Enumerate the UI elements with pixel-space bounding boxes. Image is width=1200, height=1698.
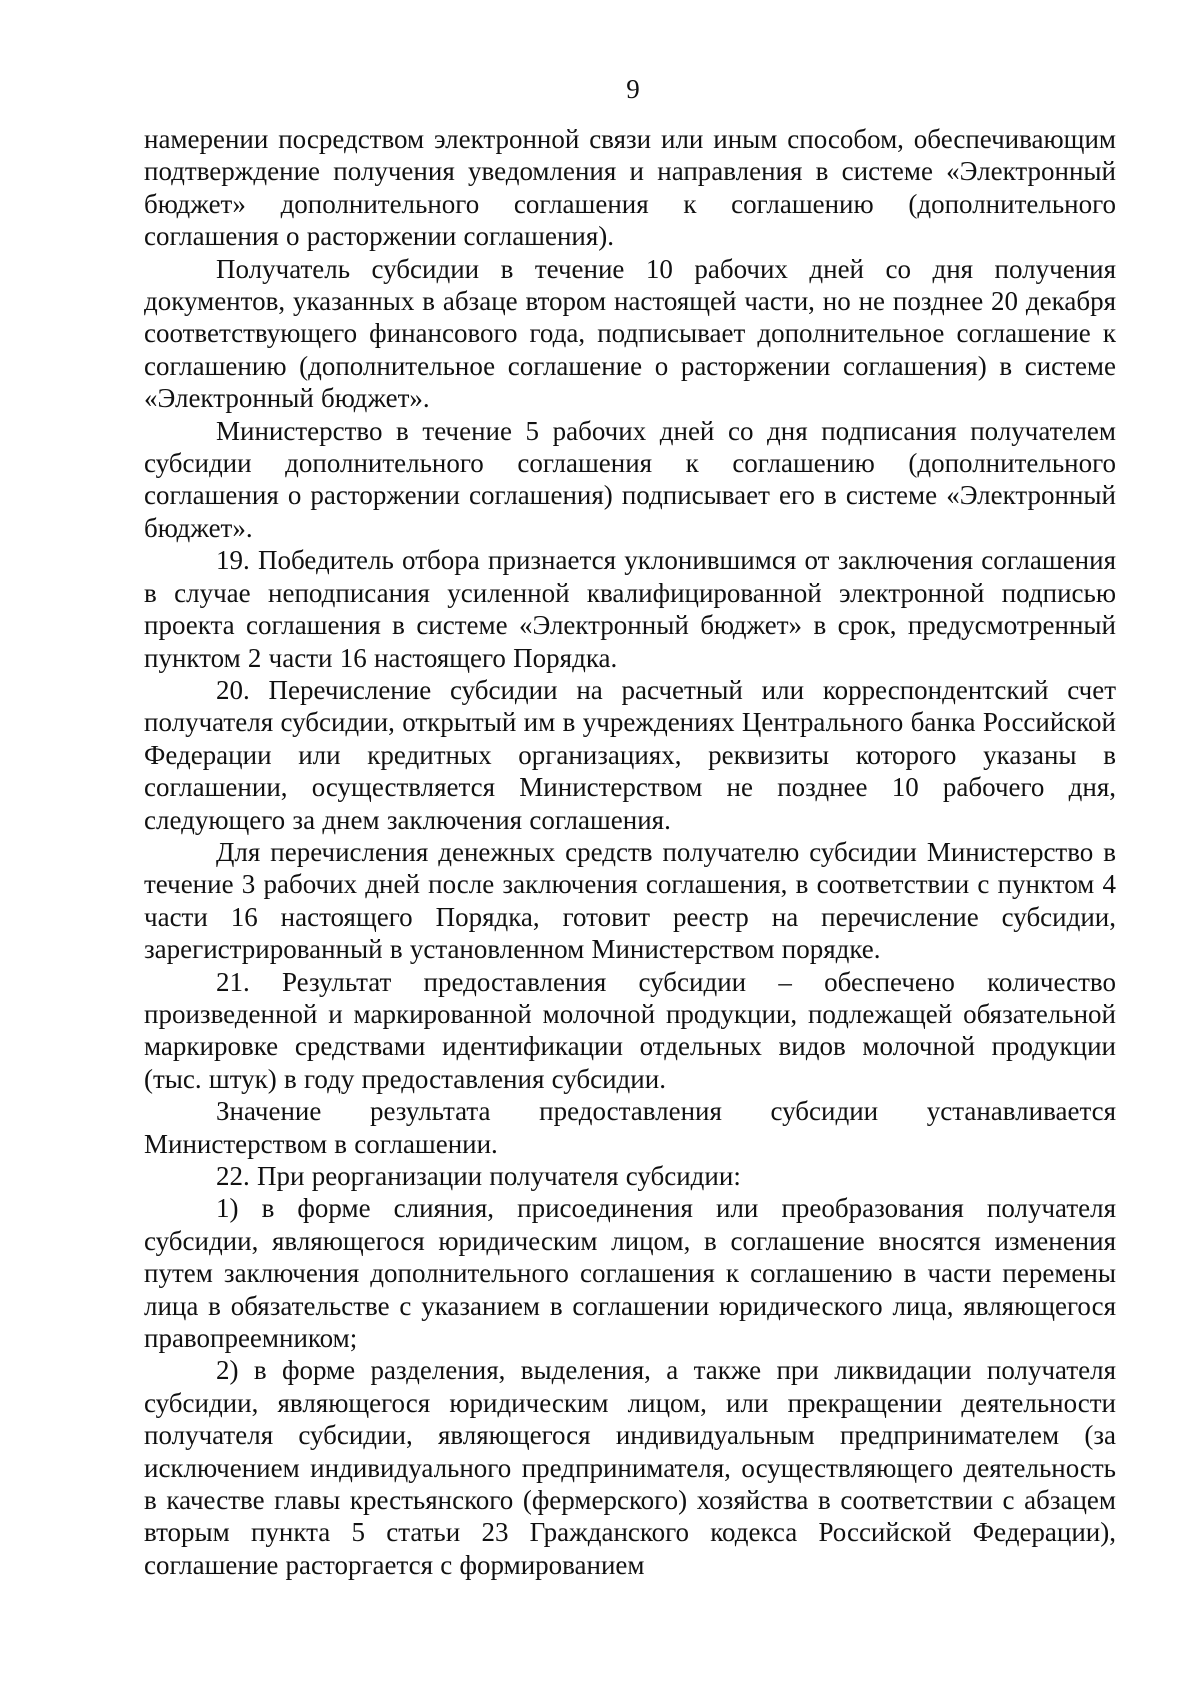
- paragraph-item-22-2: 2) в форме разделения, выделения, а также при ликвидации получателя субсидии, являющегося юридическим лицом, или прекращении деятельности получателя субсидии, являющегося индивидуальным предпринимателем (за исключением индивидуального предпринимателя, осуществляющего деятельность в качестве главы крестьянского (фермерского) хозяйства в соответствии с абзацем вторым пункта 5 статьи 23 Гражданского кодекса Российской Федерации), соглашение расторгается с формированием: [144, 1355, 1116, 1580]
- paragraph-result-value: Значение результата предоставления субсидии устанавливается Министерством в соглашении.: [144, 1096, 1116, 1159]
- paragraph-recipient-signs: Получатель субсидии в течение 10 рабочих дней со дня получения документов, указанных в абзаце втором настоящей части, но не позднее 20 декабря соответствующего финансового года, подписывает дополнительное соглашение к соглашению (дополнительное соглашение о расторжении соглашения) в системе «Электронный бюджет».: [144, 253, 1116, 414]
- paragraph-item-21: 21. Результат предоставления субсидии – обеспечено количество произведенной и маркированной молочной продукции, подлежащей обязательной маркировке средствами идентификации отдельных видов молочной продукции (тыс. штук) в году предоставления субсидии.: [144, 966, 1116, 1094]
- paragraph-continuation: намерении посредством электронной связи или иным способом, обеспечивающим подтверждение получения уведомления и направления в системе «Электронный бюджет» дополнительного соглашения к соглашению (дополнительного соглашения о расторжении соглашения).: [144, 124, 1116, 252]
- paragraph-item-22: 22. При реорганизации получателя субсидии:: [216, 1161, 741, 1191]
- paragraph-item-22-1: 1) в форме слияния, присоединения или преобразования получателя субсидии, являющегося юридическим лицом, в соглашение вносятся изменения путем заключения дополнительного соглашения к соглашению в части перемены лица в обязательстве с указанием в соглашении юридического лица, являющегося правопреемником;: [144, 1193, 1116, 1354]
- document-body: [144, 123, 1116, 1581]
- page-number: 9: [626, 74, 640, 104]
- paragraph-transfer-register: Для перечисления денежных средств получателю субсидии Министерство в течение 3 рабочих дней после заключения соглашения, в соответствии с пунктом 4 части 16 настоящего Порядка, готовит реестр на перечисление субсидии, зарегистрированный в установленном Министерством порядке.: [144, 836, 1116, 965]
- paragraph-ministry-signs: Министерство в течение 5 рабочих дней со дня подписания получателем субсидии дополнительного соглашения к соглашению (дополнительного соглашения о расторжении соглашения) подписывает его в системе «Электронный бюджет».: [144, 415, 1116, 543]
- paragraph-item-20: 20. Перечисление субсидии на расчетный или корреспондентский счет получателя субсидии, открытый им в учреждениях Центрального банка Российской Федерации или кредитных организациях, реквизиты которого указаны в соглашении, осуществляется Министерством не позднее 10 рабочего дня, следующего за днем заключения соглашения.: [144, 674, 1116, 835]
- paragraph-item-19: 19. Победитель отбора признается уклонившимся от заключения соглашения в случае неподписания усиленной квалифицированной электронной подписью проекта соглашения в системе «Электронный бюджет» в срок, предусмотренный пунктом 2 части 16 настоящего Порядка.: [144, 545, 1116, 673]
